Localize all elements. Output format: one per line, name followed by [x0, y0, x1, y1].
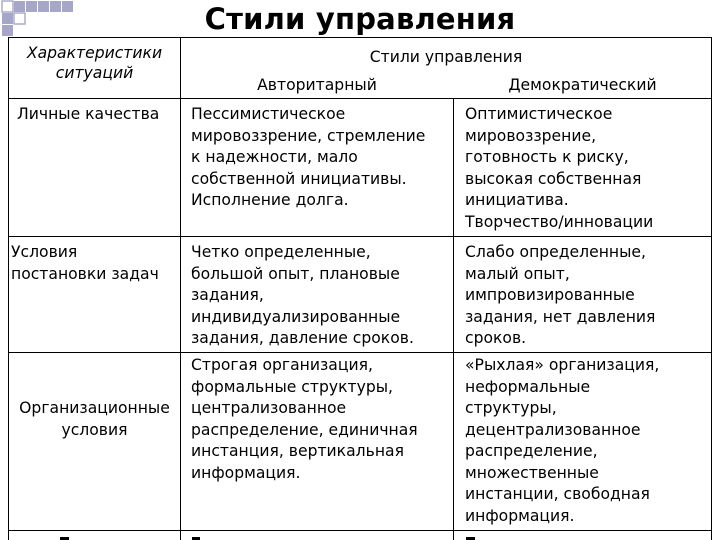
- header-characteristics: Характеристики ситуаций: [26, 44, 163, 82]
- row-divider-header: [8, 98, 712, 99]
- header-styles: Стили управления: [369, 48, 523, 66]
- row-divider-2: [8, 352, 712, 353]
- row-label-task-conditions: Условия постановки задач: [11, 243, 159, 283]
- row-divider-1: [8, 236, 712, 237]
- row-1-democratic: Оптимистическое мировоззрение, готовность к риску, высокая собственная инициатива. Творчество/инновации: [465, 105, 654, 231]
- row-3-authoritarian: Строгая организация, формальные структуры, централизованное распределение, единичная инстанция, вертикальная информация.: [191, 356, 418, 482]
- row-label-personal-qualities: Личные качества: [17, 105, 160, 123]
- header-authoritarian: Авторитарный: [257, 76, 377, 94]
- row-3-democratic: «Рыхлая» организация, неформальные структуры, децентрализованное распределение, множественные инстанции, свободная информация.: [465, 356, 660, 525]
- table-border-top: [8, 37, 712, 38]
- column-divider-2: [453, 98, 454, 540]
- table-border-left: [8, 37, 9, 540]
- row-2-authoritarian: Четко определенные, большой опыт, плановые задания, индивидуализированные задания, давление сроков.: [191, 243, 414, 347]
- column-divider-1: [180, 37, 181, 540]
- row-label-organizational-conditions: Организационные условия: [19, 399, 170, 439]
- row-1-authoritarian: Пессимистическое мировоззрение, стремление к надежности, мало собственной инициативы. Исполнение долга.: [191, 105, 426, 209]
- slide-title: Стили управления: [204, 2, 516, 36]
- header-democratic: Демократический: [508, 76, 657, 94]
- row-divider-3: [8, 530, 712, 531]
- table-border-right: [711, 37, 712, 540]
- row-2-democratic: Слабо определенные, малый опыт, импровизированные задания, нет давления сроков.: [465, 243, 656, 347]
